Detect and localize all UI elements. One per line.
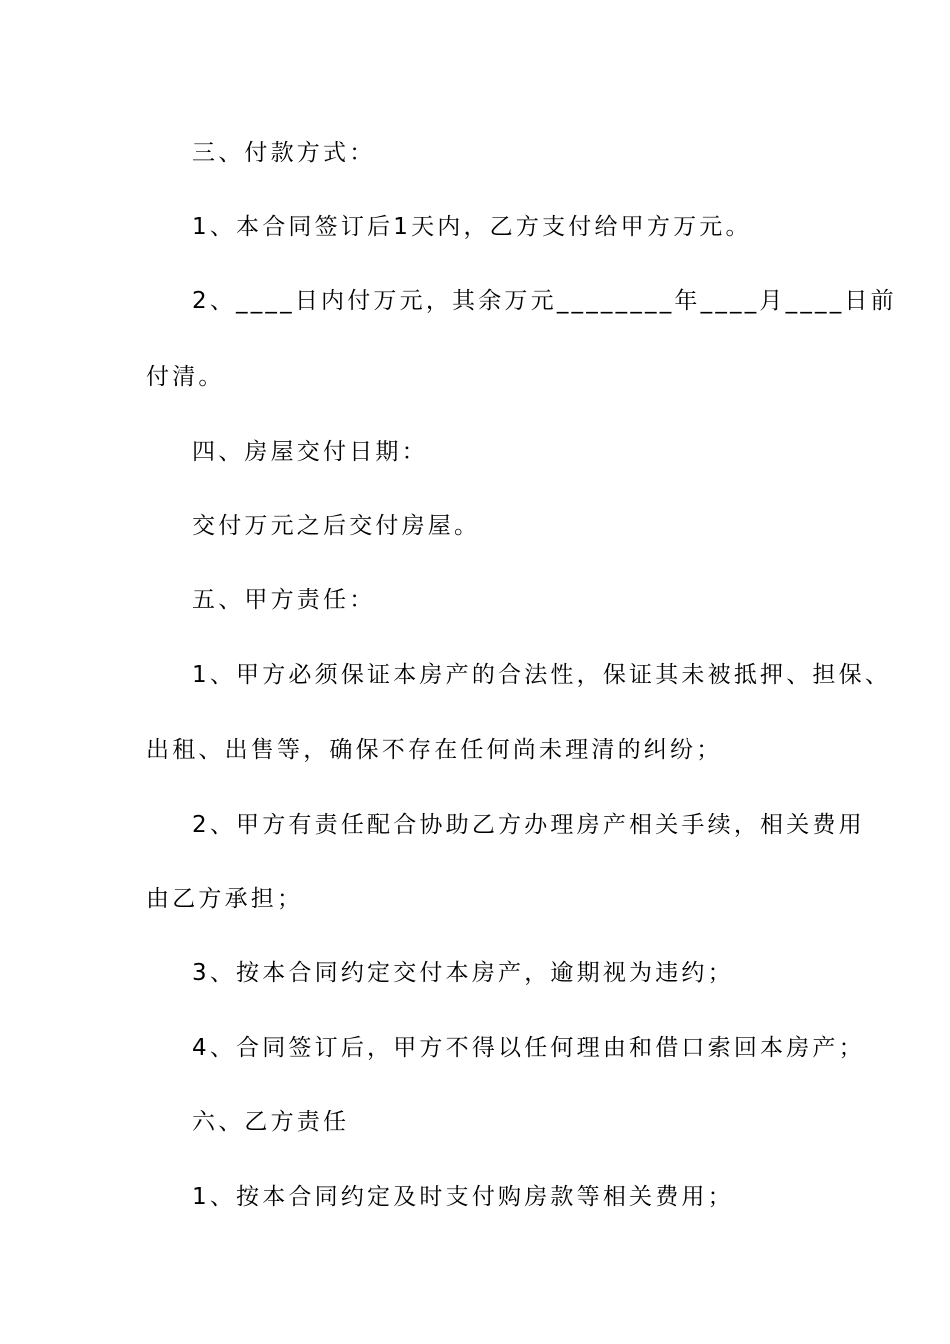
paragraph-line: 3、按本合同约定交付本房产，逾期视为违约；	[192, 960, 734, 986]
section-heading-payment: 三、付款方式：	[192, 140, 376, 166]
paragraph-line: 交付万元之后交付房屋。	[192, 513, 481, 539]
paragraph-line: 4、合同签订后，甲方不得以任何理由和借口索回本房产；	[192, 1035, 865, 1061]
section-heading-party-a: 五、甲方责任：	[192, 587, 376, 613]
paragraph-line: 2、甲方有责任配合协助乙方办理房产相关手续，相关费用	[192, 812, 865, 838]
paragraph-line: 付清。	[146, 364, 225, 390]
section-heading-delivery-date: 四、房屋交付日期：	[192, 439, 428, 465]
paragraph-line: 出租、出售等，确保不存在任何尚未理清的纠纷；	[146, 737, 723, 763]
paragraph-line: 2、____日内付万元，其余万元________年____月____日前	[192, 288, 897, 314]
section-heading-party-b: 六、乙方责任	[192, 1109, 350, 1135]
paragraph-line: 1、按本合同约定及时支付购房款等相关费用；	[192, 1184, 734, 1210]
paragraph-line: 1、甲方必须保证本房产的合法性，保证其未被抵押、担保、	[192, 662, 892, 688]
paragraph-line: 由乙方承担；	[146, 886, 304, 912]
paragraph-line: 1、本合同签订后1天内，乙方支付给甲方万元。	[192, 214, 752, 240]
